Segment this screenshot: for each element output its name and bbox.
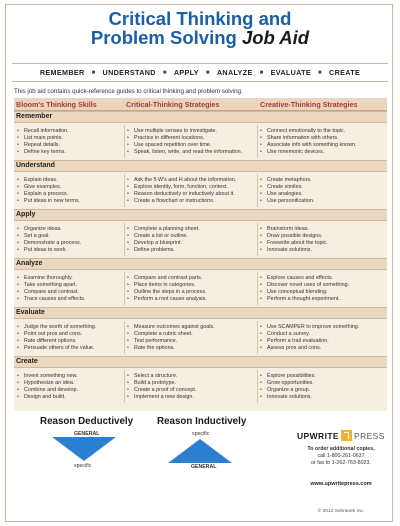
column-divider <box>124 321 125 354</box>
list-item-bloom: • Invent something new. <box>24 373 78 380</box>
section-title: Create <box>16 358 38 365</box>
phase-create: CREATE <box>329 68 361 77</box>
phase-separator: ■ <box>91 69 96 76</box>
list-item-creative: • Grow opportunities. <box>267 380 314 387</box>
list-item-critical: • Ask the 5 W's and H about the information. <box>134 177 236 184</box>
section-title: Understand <box>16 162 55 169</box>
list-item-creative: • Associate info with something known. <box>267 142 357 149</box>
phases-top-rule <box>12 63 388 64</box>
list-item-critical: • Test performance. <box>134 338 177 345</box>
list-item-bloom: • Explain ideas. <box>24 177 58 184</box>
list-item-bloom: • Put ideas to work. <box>24 247 67 254</box>
column-header-bloom: Bloom's Thinking Skills <box>16 100 97 109</box>
phase-apply: APPLY <box>173 68 199 77</box>
list-item-bloom: • Repeat details. <box>24 142 60 149</box>
list-item-creative: • Create similes. <box>267 184 303 191</box>
title-job-aid: Job Aid <box>241 27 310 48</box>
list-item-bloom: • Rate different options. <box>24 338 77 345</box>
list-item-critical: • Compare and contrast parts. <box>134 275 202 282</box>
page-title <box>0 9 400 47</box>
list-item-critical: • Implement a new design. <box>134 394 194 401</box>
section-header-apply <box>14 209 387 221</box>
column-divider <box>257 223 258 256</box>
deductive-top-label: GENERAL <box>74 431 100 437</box>
list-item-bloom: • Hypothesize an idea. <box>24 380 74 387</box>
list-item-critical: • Create a list or outline. <box>134 233 188 240</box>
order-info <box>296 446 386 468</box>
upwrite-press-logo <box>297 430 385 441</box>
list-item-creative: • Innovate solutions. <box>267 394 312 401</box>
list-item-bloom: • Define key terms. <box>24 149 66 156</box>
list-item-creative: • Share information with others. <box>267 135 339 142</box>
list-item-creative: • Explore causes and effects. <box>267 275 333 282</box>
phase-separator: ■ <box>318 69 323 76</box>
phase-analyze: ANALYZE <box>216 68 253 77</box>
list-item-creative: • Freewrite about the topic. <box>267 240 328 247</box>
list-item-bloom: • Take something apart. <box>24 282 77 289</box>
list-item-creative: • Conduct a survey. <box>267 331 310 338</box>
list-item-bloom: • Explain a process. <box>24 191 68 198</box>
column-divider <box>257 174 258 207</box>
intro-text: This job aid contains quick-reference guides to critical thinking and problem solving. <box>14 88 243 95</box>
phases-bottom-rule <box>12 81 388 82</box>
list-item-creative: • Discover novel uses of something. <box>267 282 349 289</box>
phase-separator: ■ <box>162 69 167 76</box>
list-item-bloom: • Design and build. <box>24 394 66 401</box>
section-title: Remember <box>16 113 53 120</box>
list-item-bloom: • Compare and contrast. <box>24 289 79 296</box>
section-header-analyze <box>14 258 387 270</box>
column-divider <box>124 125 125 158</box>
inductive-triangle <box>168 439 232 463</box>
list-item-critical: • Create a proof of concept. <box>134 387 196 394</box>
column-divider <box>124 223 125 256</box>
list-item-creative: • Explore possibilities. <box>267 373 316 380</box>
list-item-creative: • Use SCAMPER to improve something. <box>267 324 359 331</box>
phase-remember: REMEMBER <box>39 68 85 77</box>
list-item-critical: • Speak, listen, write, and read the information. <box>134 149 242 156</box>
list-item-creative: • Use analogies. <box>267 191 303 198</box>
order-line-2: call 1-800-261-0637 <box>317 453 365 460</box>
column-divider <box>257 370 258 403</box>
list-item-critical: • Perform a root cause analysis. <box>134 296 207 303</box>
list-item-critical: • Place items in categories. <box>134 282 195 289</box>
inductive-bottom-label: GENERAL <box>191 464 217 470</box>
column-divider <box>124 272 125 305</box>
list-item-bloom: • Judge the worth of something. <box>24 324 96 331</box>
list-item-creative: • Create metaphors. <box>267 177 312 184</box>
section-title: Apply <box>16 211 36 218</box>
list-item-critical: • Practice in different locations. <box>134 135 204 142</box>
thinking-phases-bar <box>12 66 388 79</box>
logo-text-upwrite: UPWRITE <box>297 431 339 441</box>
skills-table <box>14 98 387 411</box>
list-item-bloom: • Trace causes and effects. <box>24 296 85 303</box>
title-line-2-main: Problem Solving <box>90 27 237 48</box>
list-item-critical: • Use spaced repetition over time. <box>134 142 211 149</box>
list-item-bloom: • Organize ideas. <box>24 226 62 233</box>
phase-evaluate: EVALUATE <box>270 68 312 77</box>
list-item-critical: • Use multiple senses to investigate. <box>134 128 217 135</box>
section-title: Evaluate <box>16 309 45 316</box>
list-item-bloom: • Combine and develop. <box>24 387 78 394</box>
list-item-critical: • Reason deductively or inductively about it. <box>134 191 235 198</box>
section-header-understand <box>14 160 387 172</box>
list-item-bloom: • Demonstrate a process. <box>24 240 81 247</box>
list-item-bloom: • Persuade others of the value. <box>24 345 94 352</box>
list-item-creative: • Use personification. <box>267 198 314 205</box>
section-title: Analyze <box>16 260 43 267</box>
phase-separator: ■ <box>205 69 210 76</box>
list-item-critical: • Develop a blueprint. <box>134 240 182 247</box>
order-line-1: To order additional copies, <box>307 446 375 452</box>
logo-mark-icon <box>341 430 352 441</box>
list-item-creative: • Assess pros and cons. <box>267 345 321 352</box>
reason-deductively-title: Reason Deductively <box>40 416 134 427</box>
column-header-critical: Critical-Thinking Strategies <box>126 100 220 109</box>
column-divider <box>124 370 125 403</box>
list-item-creative: • Connect emotionally to the topic. <box>267 128 345 135</box>
list-item-creative: • Innovate solutions. <box>267 247 312 254</box>
list-item-critical: • Create a flowchart or instructions. <box>134 198 214 205</box>
list-item-critical: • Select a structure. <box>134 373 177 380</box>
list-item-bloom: • Set a goal. <box>24 233 50 240</box>
list-item-critical: • Complete a planning sheet. <box>134 226 200 233</box>
list-item-bloom: • Put ideas in new terms. <box>24 198 80 205</box>
deductive-triangle <box>52 437 116 461</box>
publisher-website-link[interactable]: www.upwritepress.com <box>310 481 372 487</box>
column-divider <box>257 272 258 305</box>
phase-understand: UNDERSTAND <box>102 68 156 77</box>
inductive-top-label: specific <box>192 431 210 437</box>
list-item-bloom: • Examine thoroughly. <box>24 275 73 282</box>
phase-separator: ■ <box>259 69 264 76</box>
deductive-bottom-label: specific <box>74 463 92 469</box>
list-item-bloom: • Recall information. <box>24 128 69 135</box>
list-item-critical: • Define problems. <box>134 247 175 254</box>
section-header-evaluate <box>14 307 387 319</box>
list-item-bloom: • Give examples. <box>24 184 61 191</box>
logo-text-press: PRESS <box>354 431 385 441</box>
list-item-critical: • Outline the steps in a process. <box>134 289 207 296</box>
list-item-creative: • Perform a trait evaluation. <box>267 338 329 345</box>
section-header-create <box>14 356 387 368</box>
list-item-critical: • Build a prototype. <box>134 380 176 387</box>
column-divider <box>257 125 258 158</box>
list-item-creative: • Brainstorm ideas. <box>267 226 309 233</box>
order-line-3: or fax to 1-262-763-8023. <box>311 460 371 467</box>
list-item-creative: • Organize a group. <box>267 387 310 394</box>
column-header-creative: Creative-Thinking Strategies <box>260 100 358 109</box>
list-item-critical: • Complete a rubric sheet. <box>134 331 193 338</box>
column-divider <box>124 174 125 207</box>
title-line-1: Critical Thinking and <box>108 8 292 29</box>
title-line-2 <box>0 28 400 47</box>
list-item-critical: • Measure outcomes against goals. <box>134 324 215 331</box>
reason-inductively-title: Reason Inductively <box>157 416 247 427</box>
list-item-critical: • Explore identity, form, function, context. <box>134 184 228 191</box>
list-item-bloom: • List main points. <box>24 135 63 142</box>
table-header <box>14 98 387 111</box>
list-item-creative: • Perform a thought experiment. <box>267 296 340 303</box>
copyright: © 2012 Sebranek Inc. <box>317 509 365 514</box>
list-item-creative: • Use conceptual blending. <box>267 289 328 296</box>
column-divider <box>257 321 258 354</box>
list-item-critical: • Rate the options. <box>134 345 175 352</box>
list-item-creative: • Draw possible designs. <box>267 233 322 240</box>
section-header-remember <box>14 111 387 123</box>
list-item-bloom: • Point out pros and cons. <box>24 331 82 338</box>
list-item-creative: • Use mnemonic devices. <box>267 149 324 156</box>
